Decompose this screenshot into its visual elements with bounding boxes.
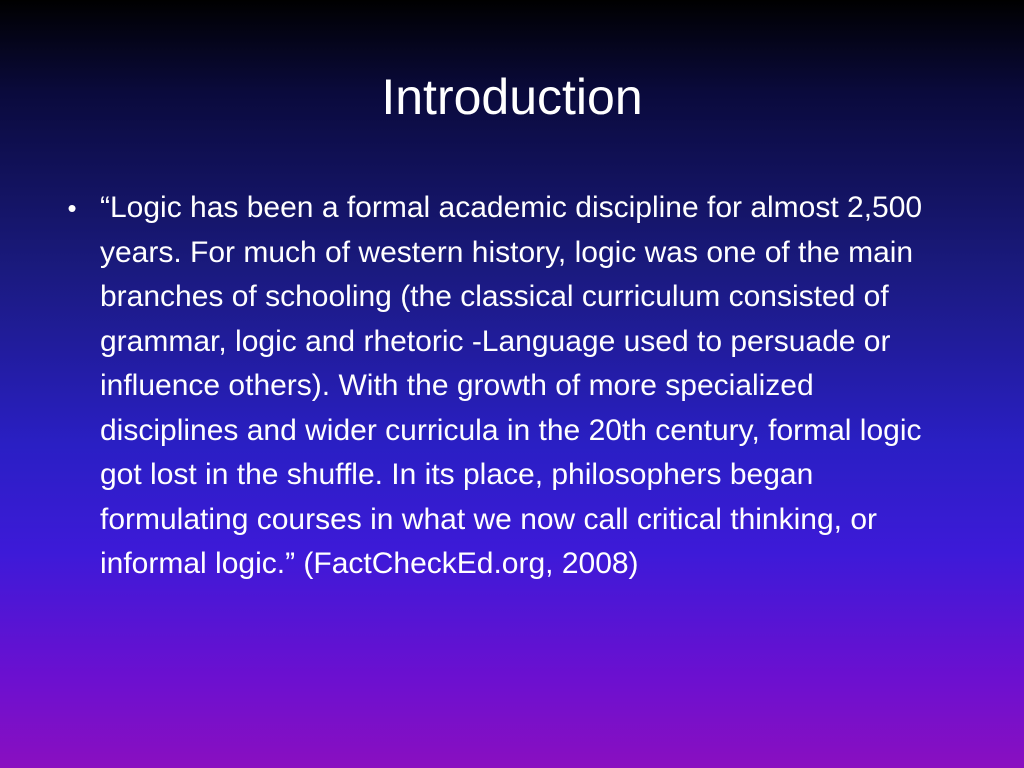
bullet-marker: •	[67, 193, 77, 223]
bullet-item	[60, 186, 960, 587]
bullet-list	[60, 186, 960, 587]
bullet-text: “Logic has been a formal academic discipline for almost 2,500 years. For much of western history, logic was one of the main branches of schooling (the classical curriculum consisted of grammar, logic and rhetoric -Language used to persuade or influence others). With the growth of more specialized disciplines and wider curricula in the 20th century, formal logic got lost in the shuffle. In its place, philosophers began formulating courses in what we now call critical thinking, or informal logic.” (FactCheckEd.org, 2008)	[100, 191, 923, 580]
slide-title: Introduction	[381, 69, 643, 125]
